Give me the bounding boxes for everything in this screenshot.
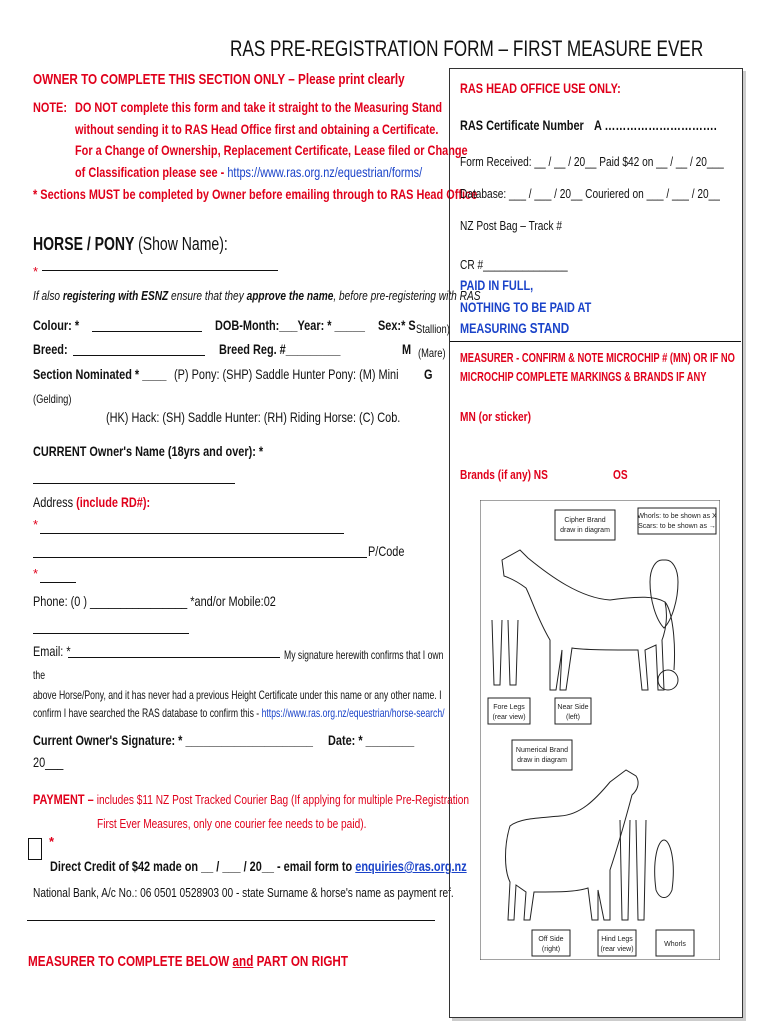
head-rear-view xyxy=(655,840,674,898)
microchip-field[interactable]: MN (or sticker) xyxy=(460,409,532,424)
note-line-1: DO NOT complete this form and take it straight to the Measuring Stand xyxy=(75,99,443,115)
section-options-2: (HK) Hack: (SH) Saddle Hunter: (RH) Riding Horse: (C) Cob. xyxy=(106,409,401,425)
scars-key-label: Scars: to be shown as → xyxy=(638,523,716,530)
esnz-note: If also registering with ESNZ ensure that they approve the name, before pre-registering with RAS xyxy=(33,288,481,303)
cipher-brand-box xyxy=(555,510,615,540)
cipher-brand-label: Cipher Brand xyxy=(564,517,606,524)
stallion-label: Stallion) xyxy=(416,322,450,336)
whorls-key-box xyxy=(638,508,716,534)
direct-credit-required-star: * xyxy=(49,834,55,849)
direct-credit-line[interactable]: Direct Credit of $42 made on __ / ___ / 20__ - email form to enquiries@ras.org.nz xyxy=(50,858,467,874)
current-owner-label: CURRENT Owner's Name (18yrs and over): * xyxy=(33,443,264,459)
numerical-brand-label: Numerical Brand xyxy=(515,747,569,754)
paid-line-2: NOTHING TO BE PAID AT xyxy=(460,299,592,315)
database-field[interactable]: Database: ___ / ___ / 20__ Couriered on ___ / ___ / 20__ xyxy=(460,186,720,201)
mobile-field[interactable] xyxy=(33,633,189,634)
section-options-1: (P) Pony: (SHP) Saddle Hunter Pony: (M) Mini xyxy=(174,366,399,382)
whorls-key-label: Whorls: to be shown as X xyxy=(637,513,717,520)
numerical-draw-label: draw in diagram xyxy=(517,757,567,764)
address-label: Address (include RD#): xyxy=(33,494,151,510)
colour-field[interactable] xyxy=(92,331,202,332)
form-received-field[interactable]: Form Received: __ / __ / 20__ Paid $42 on __ / __ / 20___ xyxy=(460,154,724,169)
near-side-label: Near Side xyxy=(557,704,589,711)
address-field-2[interactable] xyxy=(33,557,367,558)
the-text: the xyxy=(33,668,46,682)
sex-g-option[interactable]: G xyxy=(424,366,433,382)
owner-signature-field[interactable]: Current Owner's Signature: * _____________________ xyxy=(33,732,314,748)
nz-post-track-field[interactable]: NZ Post Bag – Track # xyxy=(460,218,563,233)
pcode-field[interactable] xyxy=(40,582,76,583)
confirm-line-1: above Horse/Pony, and it has never had a previous Height Certificate under this name or any other name. I xyxy=(33,688,442,702)
note-line-4: of Classification please see - https://www.ras.org.nz/equestrian/forms/ xyxy=(75,164,423,180)
enquiries-email-link[interactable]: enquiries@ras.org.nz xyxy=(355,858,467,874)
show-name-required-star: * xyxy=(33,264,39,279)
paid-line-3: MEASURING STAND xyxy=(460,320,570,337)
email-field[interactable] xyxy=(68,657,280,658)
off-side-label: Off Side xyxy=(538,936,564,943)
note-line-3: For a Change of Ownership, Replacement Certificate, Lease filed or Change xyxy=(75,142,468,158)
panel-divider xyxy=(450,341,741,342)
cipher-draw-label: draw in diagram xyxy=(560,527,610,534)
hind-legs-view-label: (rear view) xyxy=(600,946,634,953)
horse-search-link[interactable]: https://www.ras.org.nz/equestrian/horse-search/ xyxy=(261,706,445,720)
fore-legs-label: Fore Legs xyxy=(493,704,525,711)
sex-field[interactable]: Sex:* S xyxy=(378,317,416,333)
pcode-label: P/Code xyxy=(368,543,405,559)
address-field-1[interactable] xyxy=(40,533,344,534)
horse-heading: HORSE / PONY (Show Name): xyxy=(33,234,228,254)
fore-legs-view-label: (rear view) xyxy=(492,714,526,721)
address-required-star: * xyxy=(33,517,39,532)
bank-details: National Bank, A/c No.: 06 0501 0528903 00 - state Surname & horse's name as payment ref. xyxy=(33,885,454,900)
owner-name-field[interactable] xyxy=(33,483,235,484)
date-year-field[interactable]: 20___ xyxy=(33,754,64,770)
near-side-dir-label: (left) xyxy=(566,714,580,721)
payment-line-2: First Ever Measures, only one courier fee needs to be paid). xyxy=(97,816,367,831)
signature-confirm-text: My signature herewith confirms that I own xyxy=(284,648,444,662)
pcode-required-star: * xyxy=(33,566,39,581)
hind-legs-bottom xyxy=(620,820,646,920)
date-field[interactable]: Date: * ________ xyxy=(328,732,415,748)
head-front-view xyxy=(650,560,678,628)
near-side-horse xyxy=(502,550,666,690)
measurer-footer: MEASURER TO COMPLETE BELOW and PART ON RIGHT xyxy=(28,953,349,970)
direct-credit-checkbox[interactable] xyxy=(28,838,42,860)
certificate-number-label: RAS Certificate Number xyxy=(460,117,584,133)
divider-line xyxy=(27,920,435,921)
mare-label: (Mare) xyxy=(418,346,446,360)
breed-field[interactable] xyxy=(73,355,205,356)
section-nominated-field[interactable]: Section Nominated * ____ xyxy=(33,366,167,382)
page-title: RAS PRE-REGISTRATION FORM – FIRST MEASURE EVER xyxy=(230,36,704,61)
office-header: RAS HEAD OFFICE USE ONLY: xyxy=(460,80,621,96)
brands-ns-field[interactable]: Brands (if any) NS xyxy=(460,467,548,482)
off-side-horse xyxy=(506,770,639,920)
phone-field[interactable]: Phone: (0 ) ________________ *and/or Mobile:02 xyxy=(33,593,276,609)
measurer-confirm-line-2: MICROCHIP COMPLETE MARKINGS & BRANDS IF ANY xyxy=(460,369,707,384)
note-line-5: * Sections MUST be completed by Owner before emailing through to RAS Head Office xyxy=(33,186,478,202)
confirm-line-2: confirm I have searched the RAS database to confirm this - https://www.ras.org.nz/equestrian/horse-search/ xyxy=(33,706,445,720)
measurer-confirm-line-1: MEASURER - CONFIRM & NOTE MICROCHIP # (MN) OR IF NO xyxy=(460,350,735,365)
sex-m-option[interactable]: M xyxy=(402,341,412,357)
gelding-label: (Gelding) xyxy=(33,392,72,406)
horse-markings-diagram[interactable] xyxy=(480,500,720,960)
dob-field[interactable]: DOB-Month:___Year: * _____ xyxy=(215,317,365,333)
certificate-number-field[interactable]: A …………………………. xyxy=(594,117,717,133)
owner-section-header: OWNER TO COMPLETE THIS SECTION ONLY – Please print clearly xyxy=(33,71,405,88)
email-label: Email: * xyxy=(33,643,71,659)
forms-link[interactable]: https://www.ras.org.nz/equestrian/forms/ xyxy=(227,164,423,180)
whorls-label: Whorls xyxy=(664,941,686,948)
breed-reg-field[interactable]: Breed Reg. #_________ xyxy=(219,341,341,357)
numerical-brand-box xyxy=(512,740,572,770)
hind-legs-label: Hind Legs xyxy=(601,936,633,943)
off-side-dir-label: (right) xyxy=(541,946,561,953)
fore-legs-top xyxy=(492,620,518,685)
muzzle-view xyxy=(658,670,678,690)
breed-label: Breed: xyxy=(33,341,68,357)
paid-line-1: PAID IN FULL, xyxy=(460,277,534,293)
note-label: NOTE: xyxy=(33,99,67,115)
colour-label: Colour: * xyxy=(33,317,80,333)
note-line-2: without sending it to RAS Head Office first and obtaining a Certificate. xyxy=(75,121,439,137)
brands-os-field[interactable]: OS xyxy=(613,467,628,482)
show-name-field[interactable] xyxy=(42,270,278,271)
payment-line-1: PAYMENT – includes $11 NZ Post Tracked Courier Bag (If applying for multiple Pre-Registration xyxy=(33,791,470,807)
cr-field[interactable]: CR #_______________ xyxy=(460,257,568,272)
